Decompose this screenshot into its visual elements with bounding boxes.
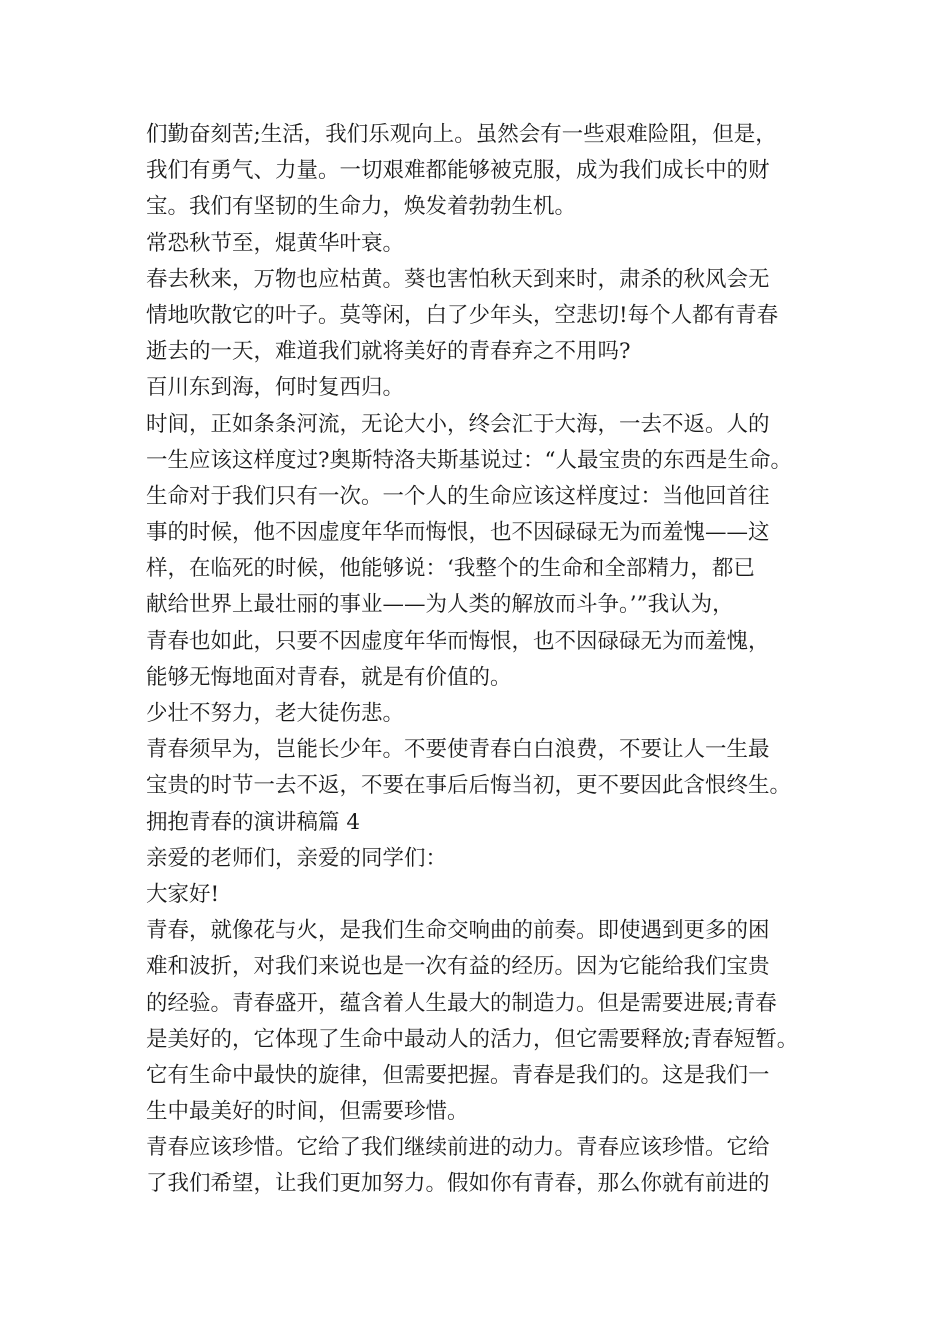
text-line: 了我们希望，让我们更加努力。假如你有青春，那么你就有前进的	[146, 1171, 770, 1197]
text-line: 常恐秋节至，焜黄华叶衰。	[146, 230, 405, 256]
section-heading: 拥抱青春的演讲稿篇 4	[146, 809, 361, 835]
text-line: 它有生命中最快的旋律，但需要把握。青春是我们的。这是我们一	[146, 1062, 770, 1088]
text-line: 逝去的一天，难道我们就将美好的青春弃之不用吗?	[146, 339, 631, 365]
text-line: 事的时候，他不因虚度年华而悔恨，也不因碌碌无为而羞愧——这	[146, 520, 770, 546]
text-line: 献给世界上最壮丽的事业——为人类的解放而斗争。’”我认为，	[146, 592, 734, 618]
text-line: 生命对于我们只有一次。一个人的生命应该这样度过：当他回首往	[146, 483, 770, 509]
text-line: 们勤奋刻苦;生活，我们乐观向上。虽然会有一些艰难险阻，但是，	[146, 122, 777, 147]
text-line: 难和波折，对我们来说也是一次有益的经历。因为它能给我们宝贵	[146, 954, 770, 980]
text-line: 青春应该珍惜。它给了我们继续前进的动力。青春应该珍惜。它给	[146, 1135, 770, 1161]
text-line: 青春也如此，只要不因虚度年华而悔恨，也不因碌碌无为而羞愧，	[146, 628, 770, 654]
text-line: 春去秋来，万物也应枯黄。葵也害怕秋天到来时，肃杀的秋风会无	[146, 266, 770, 292]
text-line: 的经验。青春盛开，蕴含着人生最大的制造力。但是需要进展;青春	[146, 990, 777, 1016]
text-line: 宝。我们有坚韧的生命力，焕发着勃勃生机。	[146, 194, 577, 220]
text-line: 青春须早为，岂能长少年。不要使青春白白浪费，不要让人一生最	[146, 737, 770, 763]
greeting: 大家好!	[146, 881, 220, 907]
text-line: 青春，就像花与火，是我们生命交响曲的前奏。即使遇到更多的困	[146, 918, 770, 944]
text-line: 生中最美好的时间，但需要珍惜。	[146, 1099, 469, 1125]
salutation: 亲爱的老师们，亲爱的同学们：	[146, 845, 448, 871]
text-line: 样，在临死的时候，他能够说：‘我整个的生命和全部精力，都已	[146, 556, 755, 582]
text-line: 我们有勇气、力量。一切艰难都能够被克服，成为我们成长中的财	[146, 158, 770, 184]
text-line: 少壮不努力，老大徒伤悲。	[146, 701, 405, 726]
text-line: 能够无悔地面对青春，就是有价值的。	[146, 664, 512, 690]
text-line: 是美好的，它体现了生命中最动人的活力，但它需要释放;青春短暂。	[146, 1026, 799, 1052]
text-line: 宝贵的时节一去不返，不要在事后后悔当初，更不要因此含恨终生。	[146, 773, 792, 799]
text-line: 情地吹散它的叶子。莫等闲，白了少年头，空悲切!每个人都有青春	[146, 302, 779, 328]
text-line: 百川东到海，何时复西归。	[146, 375, 405, 401]
document-body	[146, 117, 846, 1203]
text-line: 时间，正如条条河流，无论大小，终会汇于大海，一去不返。人的	[146, 411, 770, 437]
text-line: 一生应该这样度过?奥斯特洛夫斯基说过：“人最宝贵的东西是生命。	[146, 447, 793, 473]
